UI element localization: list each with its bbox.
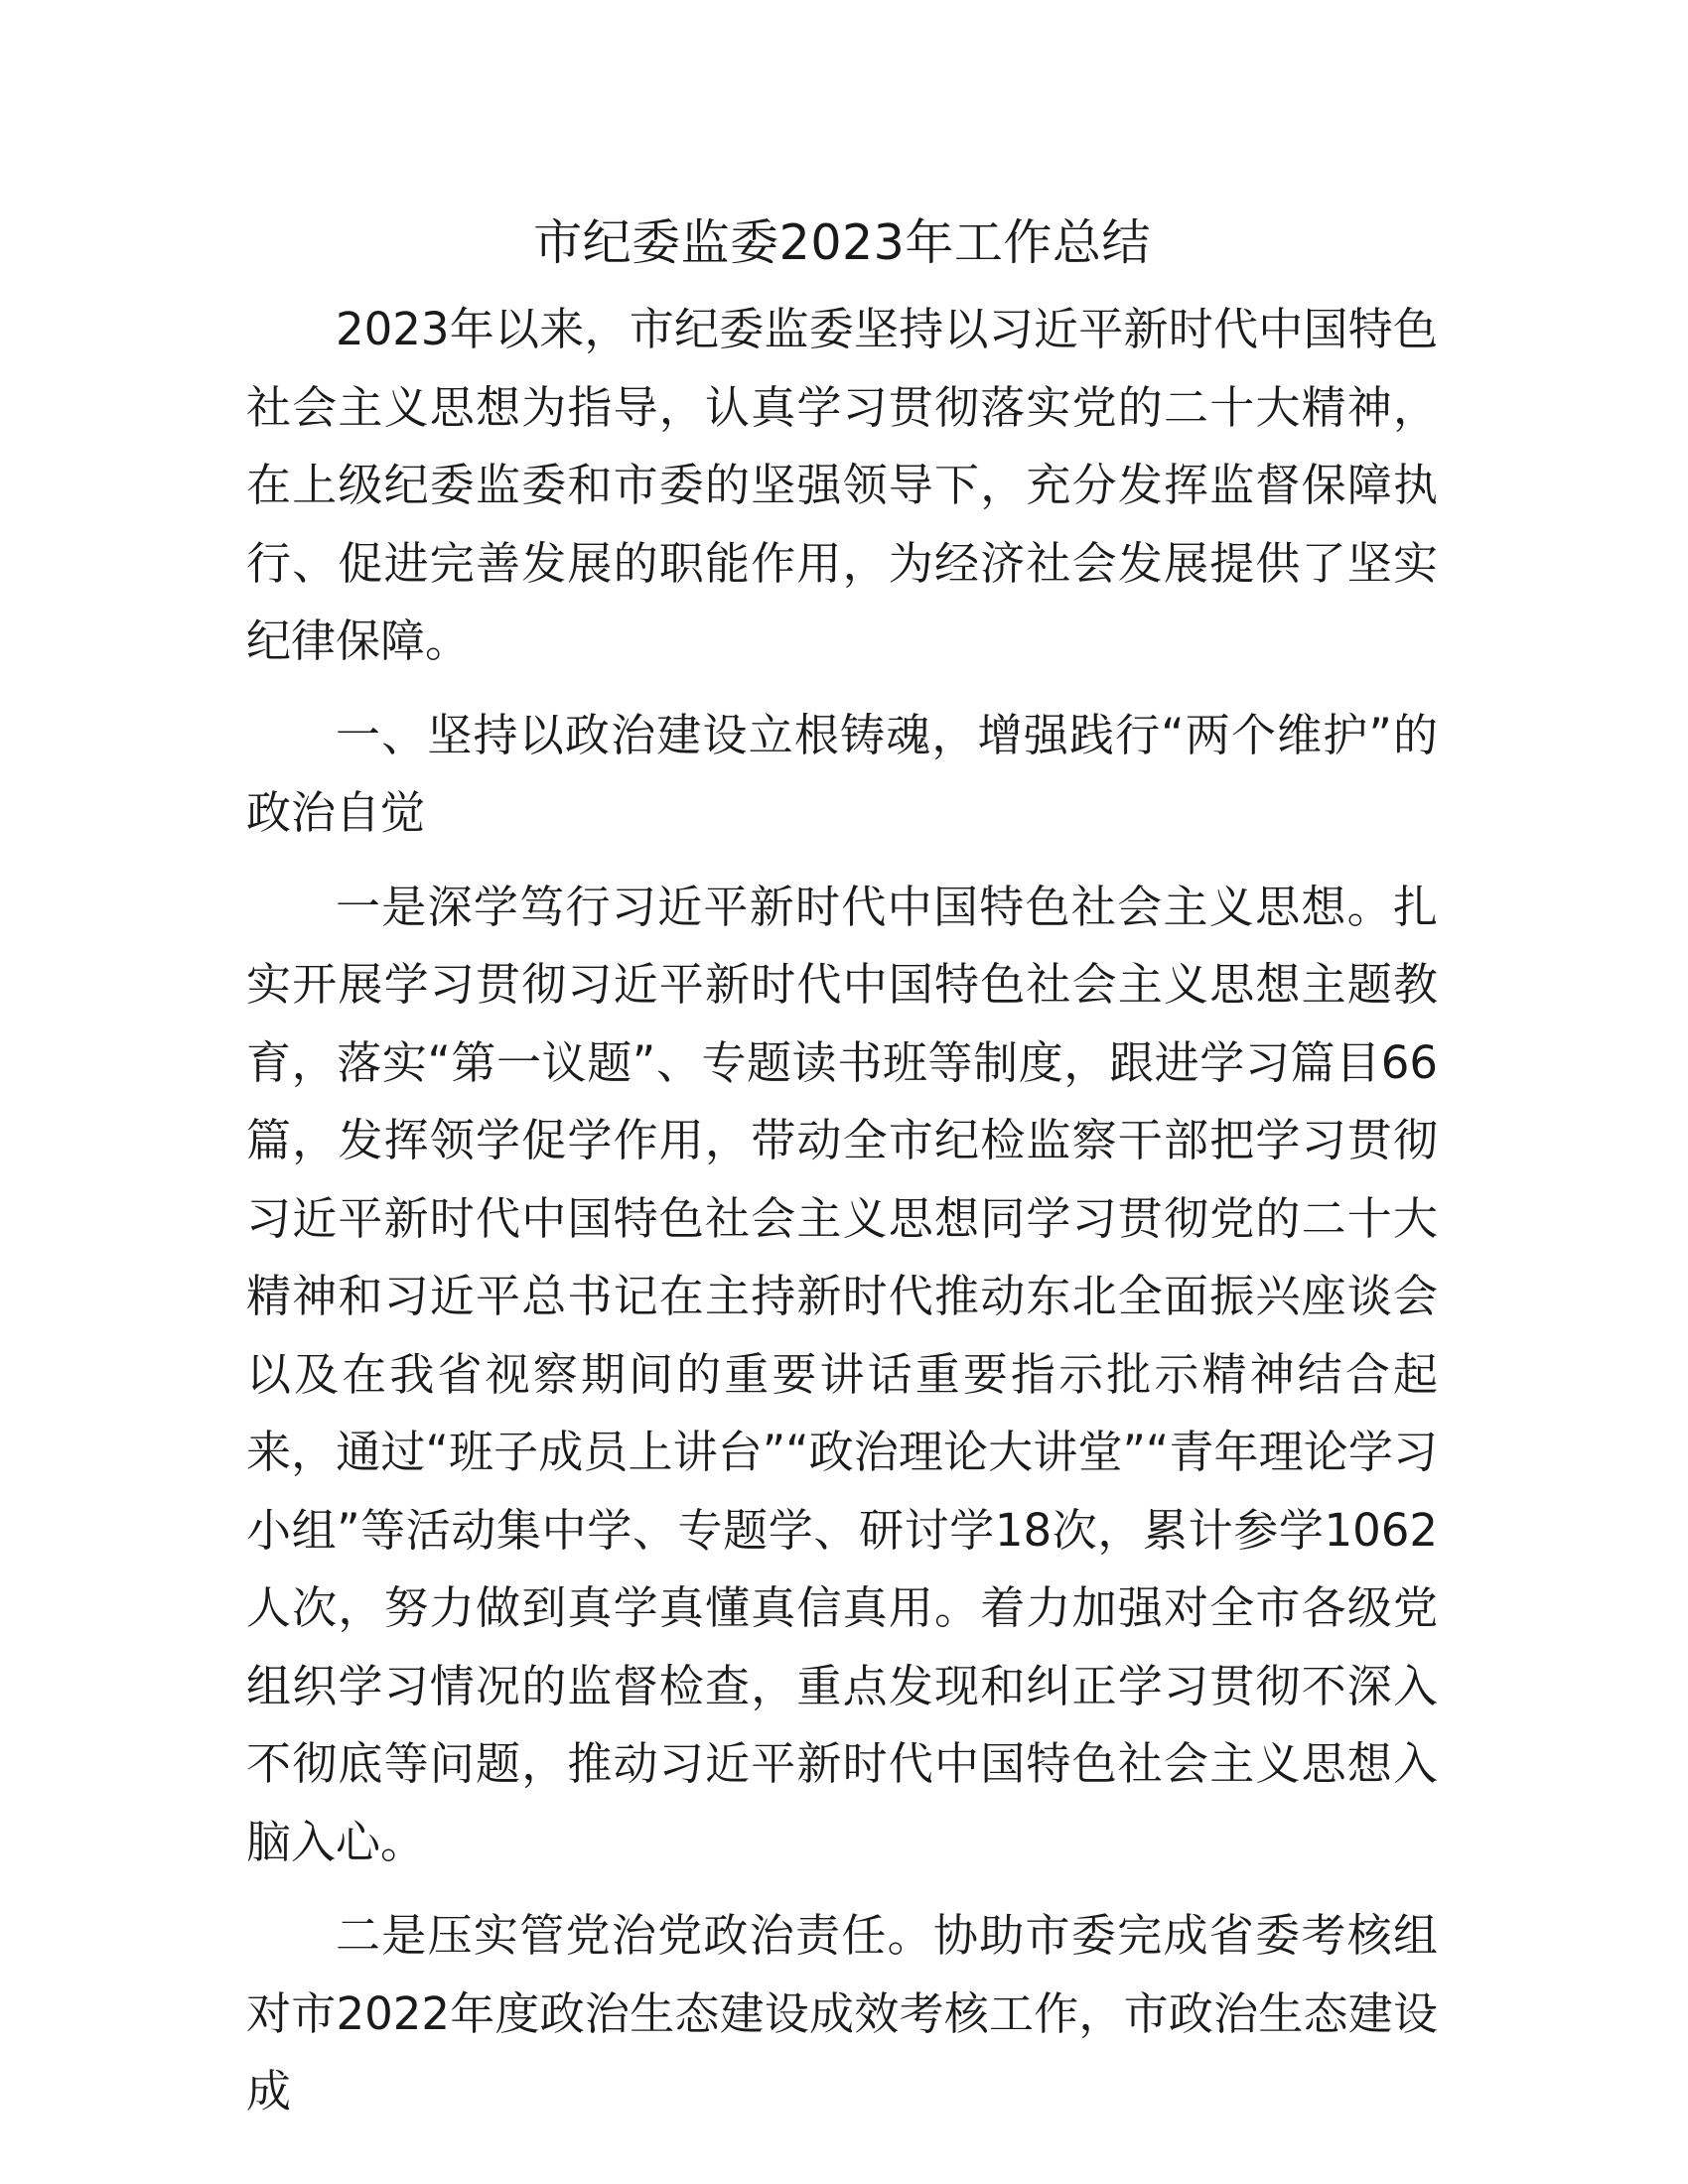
paragraph-item-2: 二是压实管党治党政治责任。协助市委完成省委考核组对市2022年度政治生态建设成效考核工作，市政治生态建设成 — [246, 1909, 1438, 2117]
paragraph-intro: 2023年以来，市纪委监委坚持以习近平新时代中国特色社会主义思想为指导，认真学习贯彻落实党的二十大精神，在上级纪委监委和市委的坚强领导下，充分发挥监督保障执行、促进完善发展的职能作用，为经济社会发展提供了坚实纪律保障。 — [246, 303, 1438, 667]
document-page — [246, 204, 1438, 2147]
paragraph-item-1: 一是深学笃行习近平新时代中国特色社会主义思想。扎实开展学习贯彻习近平新时代中国特色社会主义思想主题教育，落实“第一议题”、专题读书班等制度，跟进学习篇目66篇，发挥领学促学作用，带动全市纪检监察干部把学习贯彻习近平新时代中国特色社会主义思想同学习贯彻党的二十大精神和习近平总书记在主持新时代推动东北全面振兴座谈会以及在我省视察期间的重要讲话重要指示批示精神结合起来，通过“班子成员上讲台”“政治理论大讲堂”“青年理论学习小组”等活动集中学、专题学、研讨学18次，累计参学1062人次，努力做到真学真懂真信真用。着力加强对全市各级党组织学习情况的监督检查，重点发现和纠正学习贯彻不深入不彻底等问题，推动习近平新时代中国特色社会主义思想入脑入心。 — [246, 880, 1438, 1868]
section-heading-1: 一、坚持以政治建设立根铸魂，增强践行“两个维护”的政治自觉 — [246, 708, 1438, 839]
document-title: 市纪委监委2023年工作总结 — [533, 214, 1151, 271]
